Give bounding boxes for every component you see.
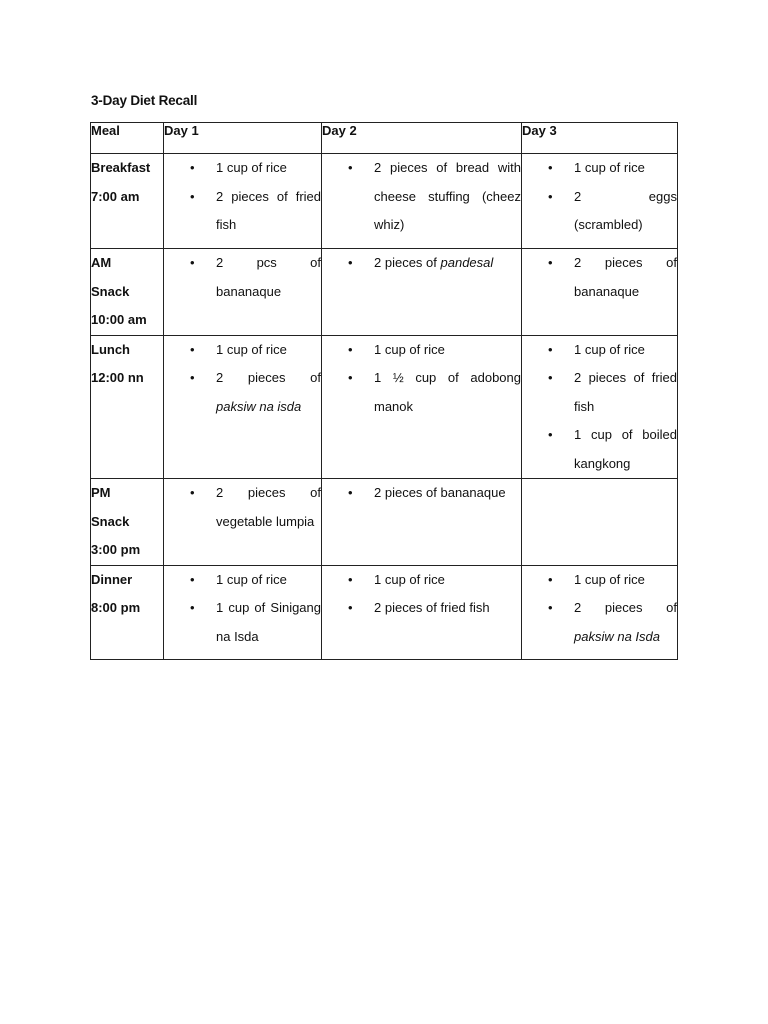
table-row	[91, 335, 678, 479]
food-item: • 1 cup of rice	[164, 154, 321, 183]
header-day-3: Day 3	[522, 123, 678, 154]
italic-term: paksiw na Isda	[574, 628, 660, 644]
table-body	[91, 154, 678, 660]
food-list	[322, 336, 521, 422]
food-item: • 1 ½ cup of adobong manok	[322, 364, 521, 421]
food-item: • 1 cup of rice	[522, 336, 677, 365]
day-1-cell	[164, 154, 322, 249]
food-item: • 2 pieces of paksiw na Isda	[522, 594, 677, 651]
meal-label: 3:00 pm	[91, 542, 141, 557]
day-1-cell	[164, 479, 322, 566]
food-item: • 2 eggs (scrambled)	[522, 183, 677, 240]
meal-label: 7:00 am	[91, 188, 140, 204]
day-2-cell	[322, 335, 522, 479]
food-item: • 1 cup of rice	[164, 566, 321, 595]
food-item: • 2 pieces of fried fish	[164, 183, 321, 240]
document-title: 3-Day Diet Recall	[91, 93, 198, 108]
meal-label: Dinner	[91, 571, 133, 587]
day-2-cell	[322, 565, 522, 659]
food-item: • 1 cup of Sinigang na Isda	[164, 594, 321, 651]
header-day-1: Day 1	[164, 123, 322, 154]
day-3-cell	[522, 249, 678, 336]
table-row	[91, 479, 678, 566]
food-item: • 2 pieces of paksiw na isda	[164, 364, 321, 421]
food-item: • 1 cup of rice	[322, 566, 521, 595]
food-item: • 2 pieces of fried fish	[522, 364, 677, 421]
day-1-cell	[164, 249, 322, 336]
food-list	[164, 154, 321, 240]
food-item: • 2 pieces of bread with cheese stuffing (cheez whiz)	[322, 154, 521, 240]
meal-label: 10:00 am	[91, 312, 147, 327]
day-2-cell	[322, 154, 522, 249]
italic-term: paksiw na isda	[216, 398, 302, 414]
food-list	[322, 566, 521, 623]
table-header-row	[91, 123, 678, 154]
food-list	[522, 154, 677, 240]
food-item: • 2 pieces of bananaque	[522, 249, 677, 306]
food-list	[322, 479, 521, 508]
diet-recall-table	[90, 122, 678, 660]
food-item: • 1 cup of rice	[164, 336, 321, 365]
meal-cell	[91, 479, 164, 566]
food-list	[164, 566, 321, 652]
food-item: • 1 cup of rice	[322, 336, 521, 365]
day-3-cell	[522, 565, 678, 659]
meal-label: Snack	[91, 283, 130, 299]
meal-cell	[91, 249, 164, 336]
meal-label: Lunch	[91, 341, 130, 357]
food-item: • 1 cup of rice	[522, 154, 677, 183]
day-3-cell	[522, 335, 678, 479]
table-row	[91, 154, 678, 249]
food-list	[164, 336, 321, 422]
meal-cell	[91, 154, 164, 249]
day-2-cell	[322, 249, 522, 336]
food-item: • 2 pieces of pandesal	[322, 249, 521, 278]
meal-label: 8:00 pm	[91, 600, 141, 615]
food-item: • 2 pcs of bananaque	[164, 249, 321, 306]
food-list	[522, 336, 677, 479]
meal-cell	[91, 565, 164, 659]
meal-cell	[91, 335, 164, 479]
food-list	[322, 249, 521, 278]
meal-label: AM	[91, 255, 112, 270]
food-list	[164, 249, 321, 306]
day-2-cell	[322, 479, 522, 566]
food-item: • 1 cup of rice	[522, 566, 677, 595]
meal-label: Breakfast	[91, 160, 151, 175]
food-item: • 2 pieces of bananaque	[322, 479, 521, 508]
meal-label: Snack	[91, 513, 130, 529]
food-list	[322, 154, 521, 240]
food-item: • 1 cup of boiled kangkong	[522, 421, 677, 478]
food-list	[522, 249, 677, 306]
food-list	[164, 479, 321, 536]
table-row	[91, 249, 678, 336]
food-list	[522, 566, 677, 652]
header-meal: Meal	[91, 123, 164, 154]
header-day-2: Day 2	[322, 123, 522, 154]
food-item: • 2 pieces of fried fish	[322, 594, 521, 623]
meal-label: 12:00 nn	[91, 370, 144, 385]
day-1-cell	[164, 565, 322, 659]
meal-label: PM	[91, 485, 111, 500]
day-3-cell	[522, 479, 678, 566]
table-row	[91, 565, 678, 659]
day-1-cell	[164, 335, 322, 479]
day-3-cell	[522, 154, 678, 249]
food-item: • 2 pieces of vegetable lumpia	[164, 479, 321, 536]
italic-term: pandesal	[440, 255, 494, 270]
